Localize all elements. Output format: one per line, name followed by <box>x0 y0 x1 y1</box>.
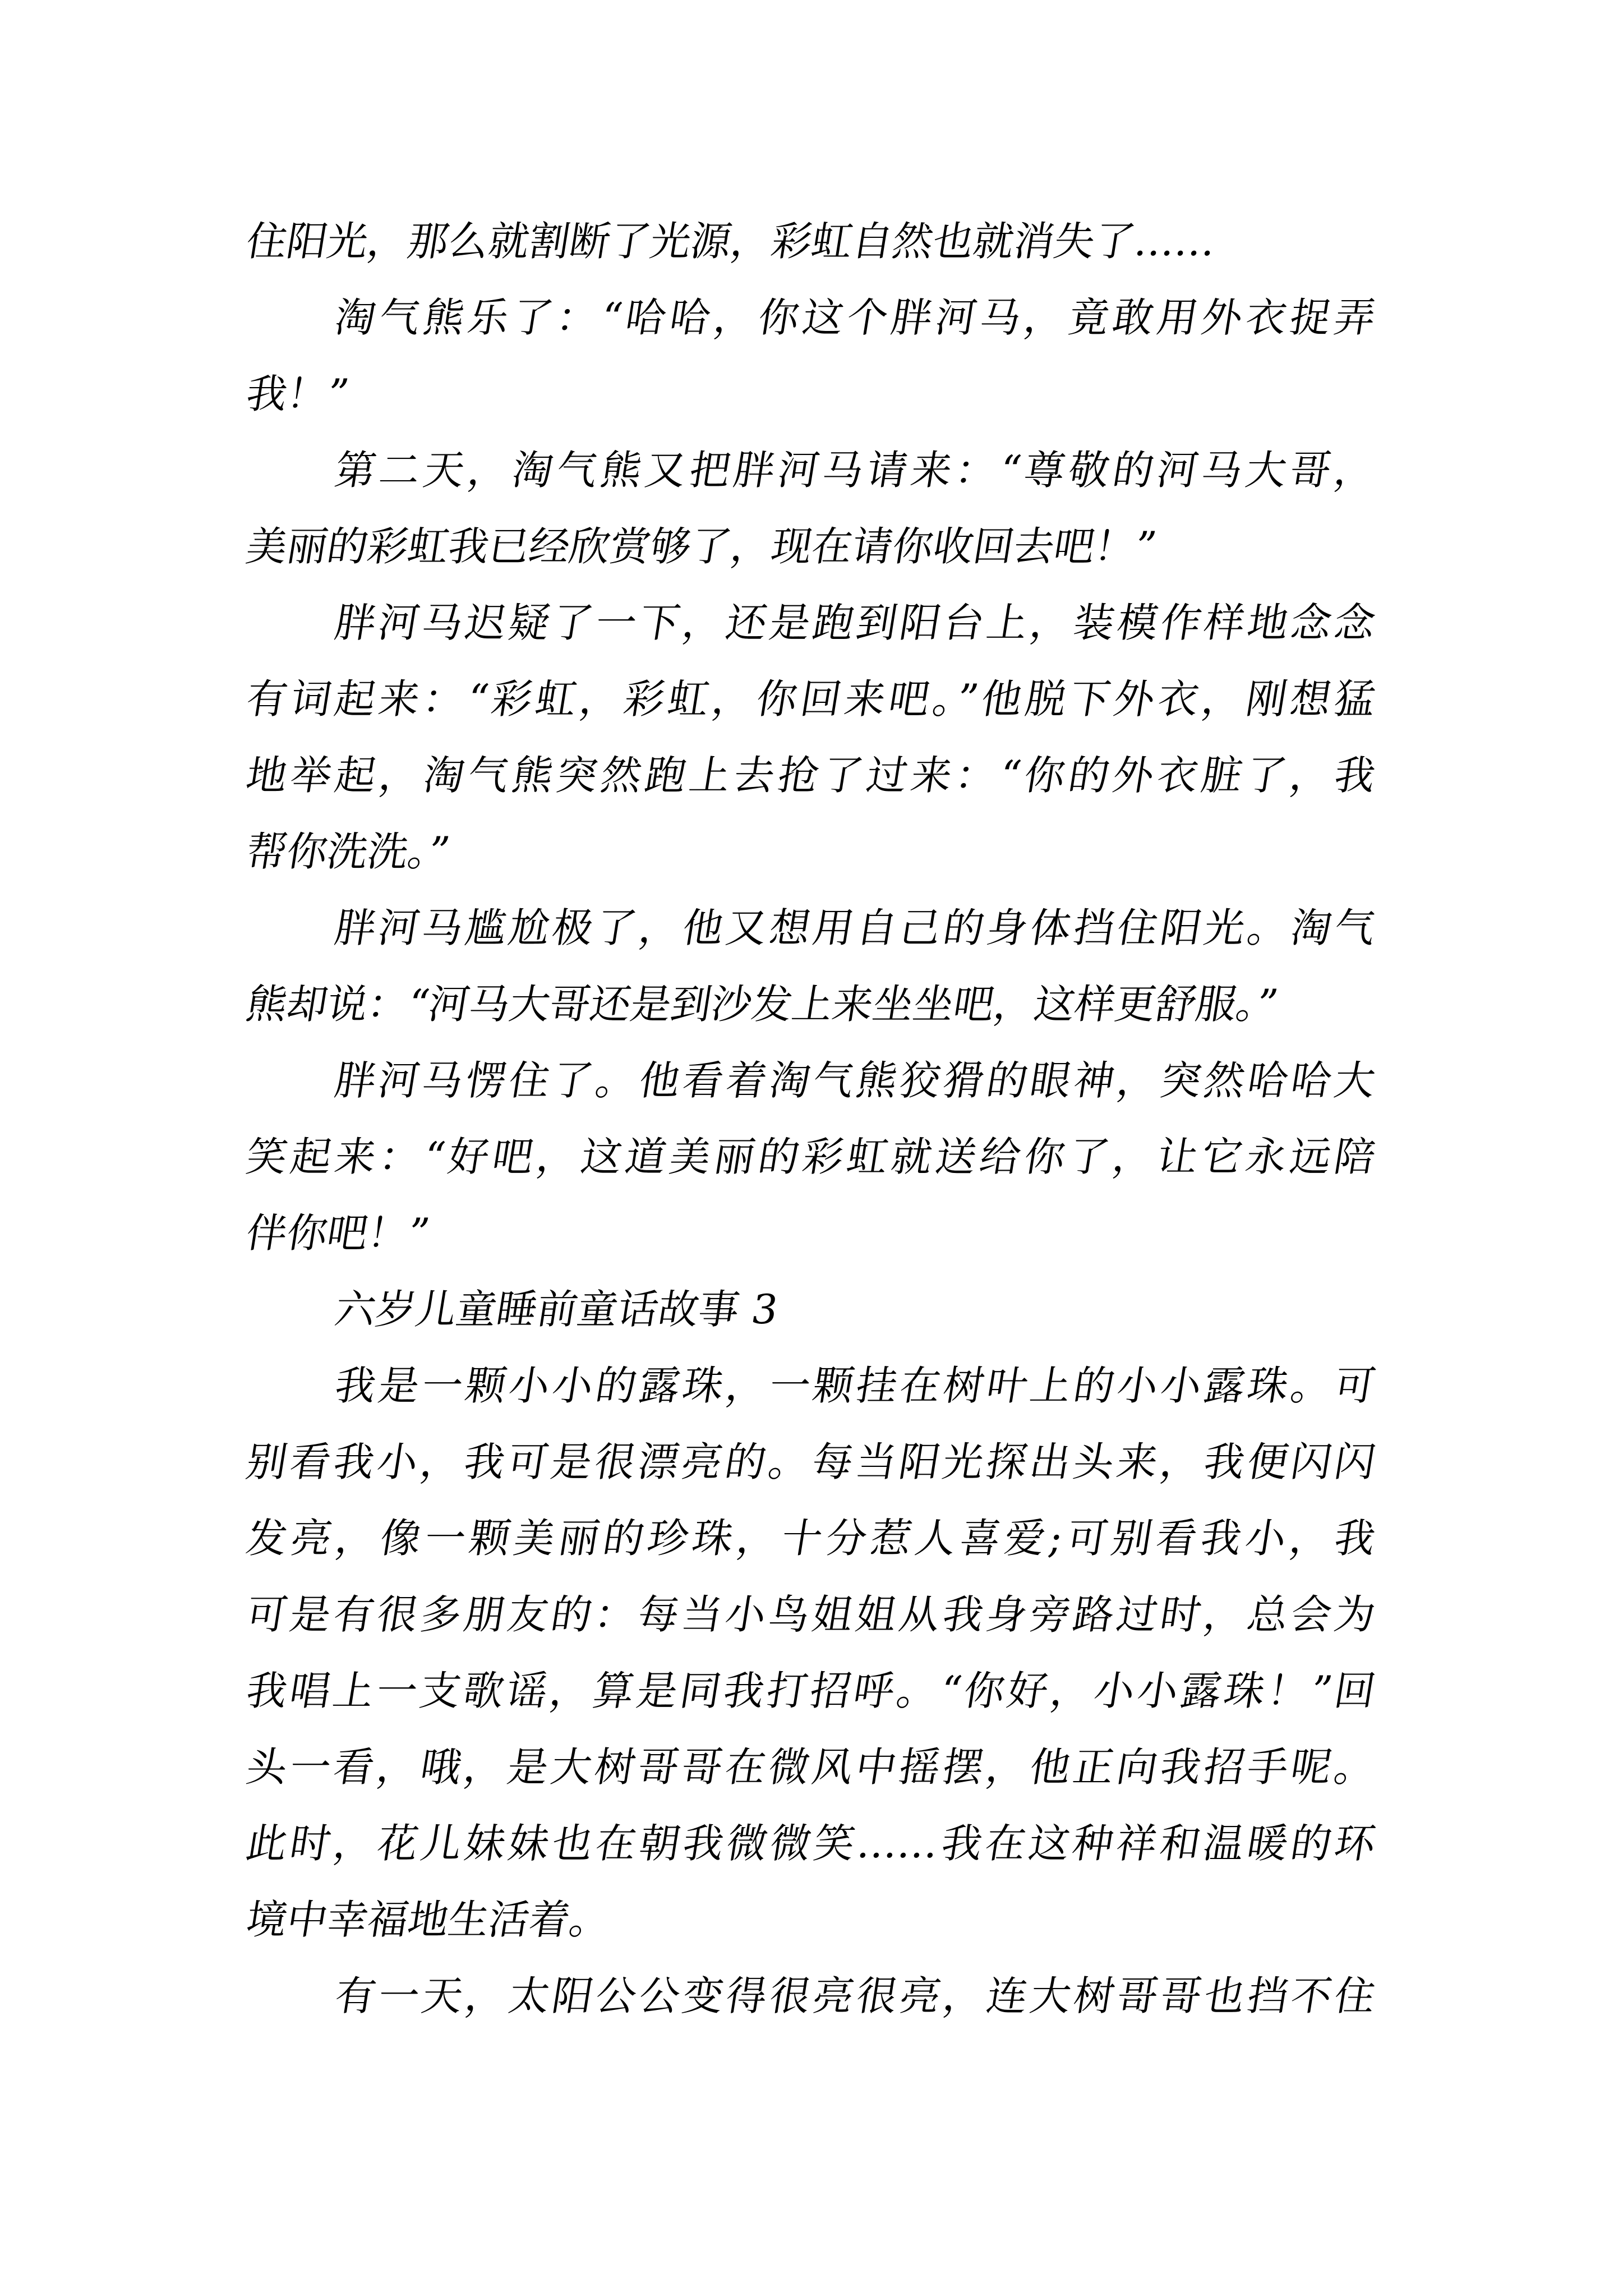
text-line: 笑起来：“好吧，这道美丽的彩虹就送给你了，让它永远陪 <box>243 1133 1379 1180</box>
text-line: 境中幸福地生活着。 <box>243 1896 614 1943</box>
text-line: 美丽的彩虹我已经欣赏够了，现在请你收回去吧！” <box>243 523 1160 570</box>
text-line: 可是有很多朋友的：每当小鸟姐姐从我身旁路过时，总会为 <box>243 1591 1379 1638</box>
text-line: 胖河马尴尬极了，他又想用自己的身体挡住阳光。淘气 <box>331 904 1379 951</box>
text-line: 发亮，像一颗美丽的珍珠，十分惹人喜爱;可别看我小，我 <box>243 1515 1379 1562</box>
text-line: 住阳光，那么就割断了光源，彩虹自然也就消失了…… <box>243 218 1220 265</box>
text-line: 我！” <box>243 370 352 417</box>
text-line: 别看我小，我可是很漂亮的。每当阳光探出头来，我便闪闪 <box>243 1438 1379 1485</box>
text-line: 熊却说：“河马大哥还是到沙发上来坐坐吧，这样更舒服。” <box>243 981 1281 1028</box>
text-line: 第二天，淘气熊又把胖河马请来：“尊敬的河马大哥， <box>331 447 1379 494</box>
text-line: 我是一颗小小的露珠，一颗挂在树叶上的小小露珠。可 <box>331 1362 1379 1409</box>
text-line: 淘气熊乐了：“哈哈，你这个胖河马，竟敢用外衣捉弄 <box>331 294 1379 341</box>
document-text <box>243 203 1379 2034</box>
text-line: 头一看，哦，是大树哥哥在微风中摇摆，他正向我招手呢。 <box>243 1743 1379 1791</box>
text-line: 地举起，淘气熊突然跑上去抢了过来：“你的外衣脏了，我 <box>243 752 1379 799</box>
text-line: 伴你吧！” <box>243 1209 433 1257</box>
section-heading: 六岁儿童睡前童话故事 3 <box>331 1286 782 1333</box>
text-line: 有词起来：“彩虹，彩虹，你回来吧。”他脱下外衣，刚想猛 <box>243 675 1379 723</box>
text-line: 胖河马愣住了。他看着淘气熊狡猾的眼神，突然哈哈大 <box>331 1057 1379 1104</box>
text-line: 帮你洗洗。” <box>243 828 453 875</box>
text-line: 有一天，太阳公公变得很亮很亮，连大树哥哥也挡不住 <box>331 1972 1379 2019</box>
text-line: 胖河马迟疑了一下，还是跑到阳台上，装模作样地念念 <box>331 599 1379 646</box>
text-line: 此时，花儿妹妹也在朝我微微笑……我在这种祥和温暖的环 <box>243 1820 1379 1867</box>
text-line: 我唱上一支歌谣，算是同我打招呼。“你好，小小露珠！”回 <box>243 1667 1379 1714</box>
